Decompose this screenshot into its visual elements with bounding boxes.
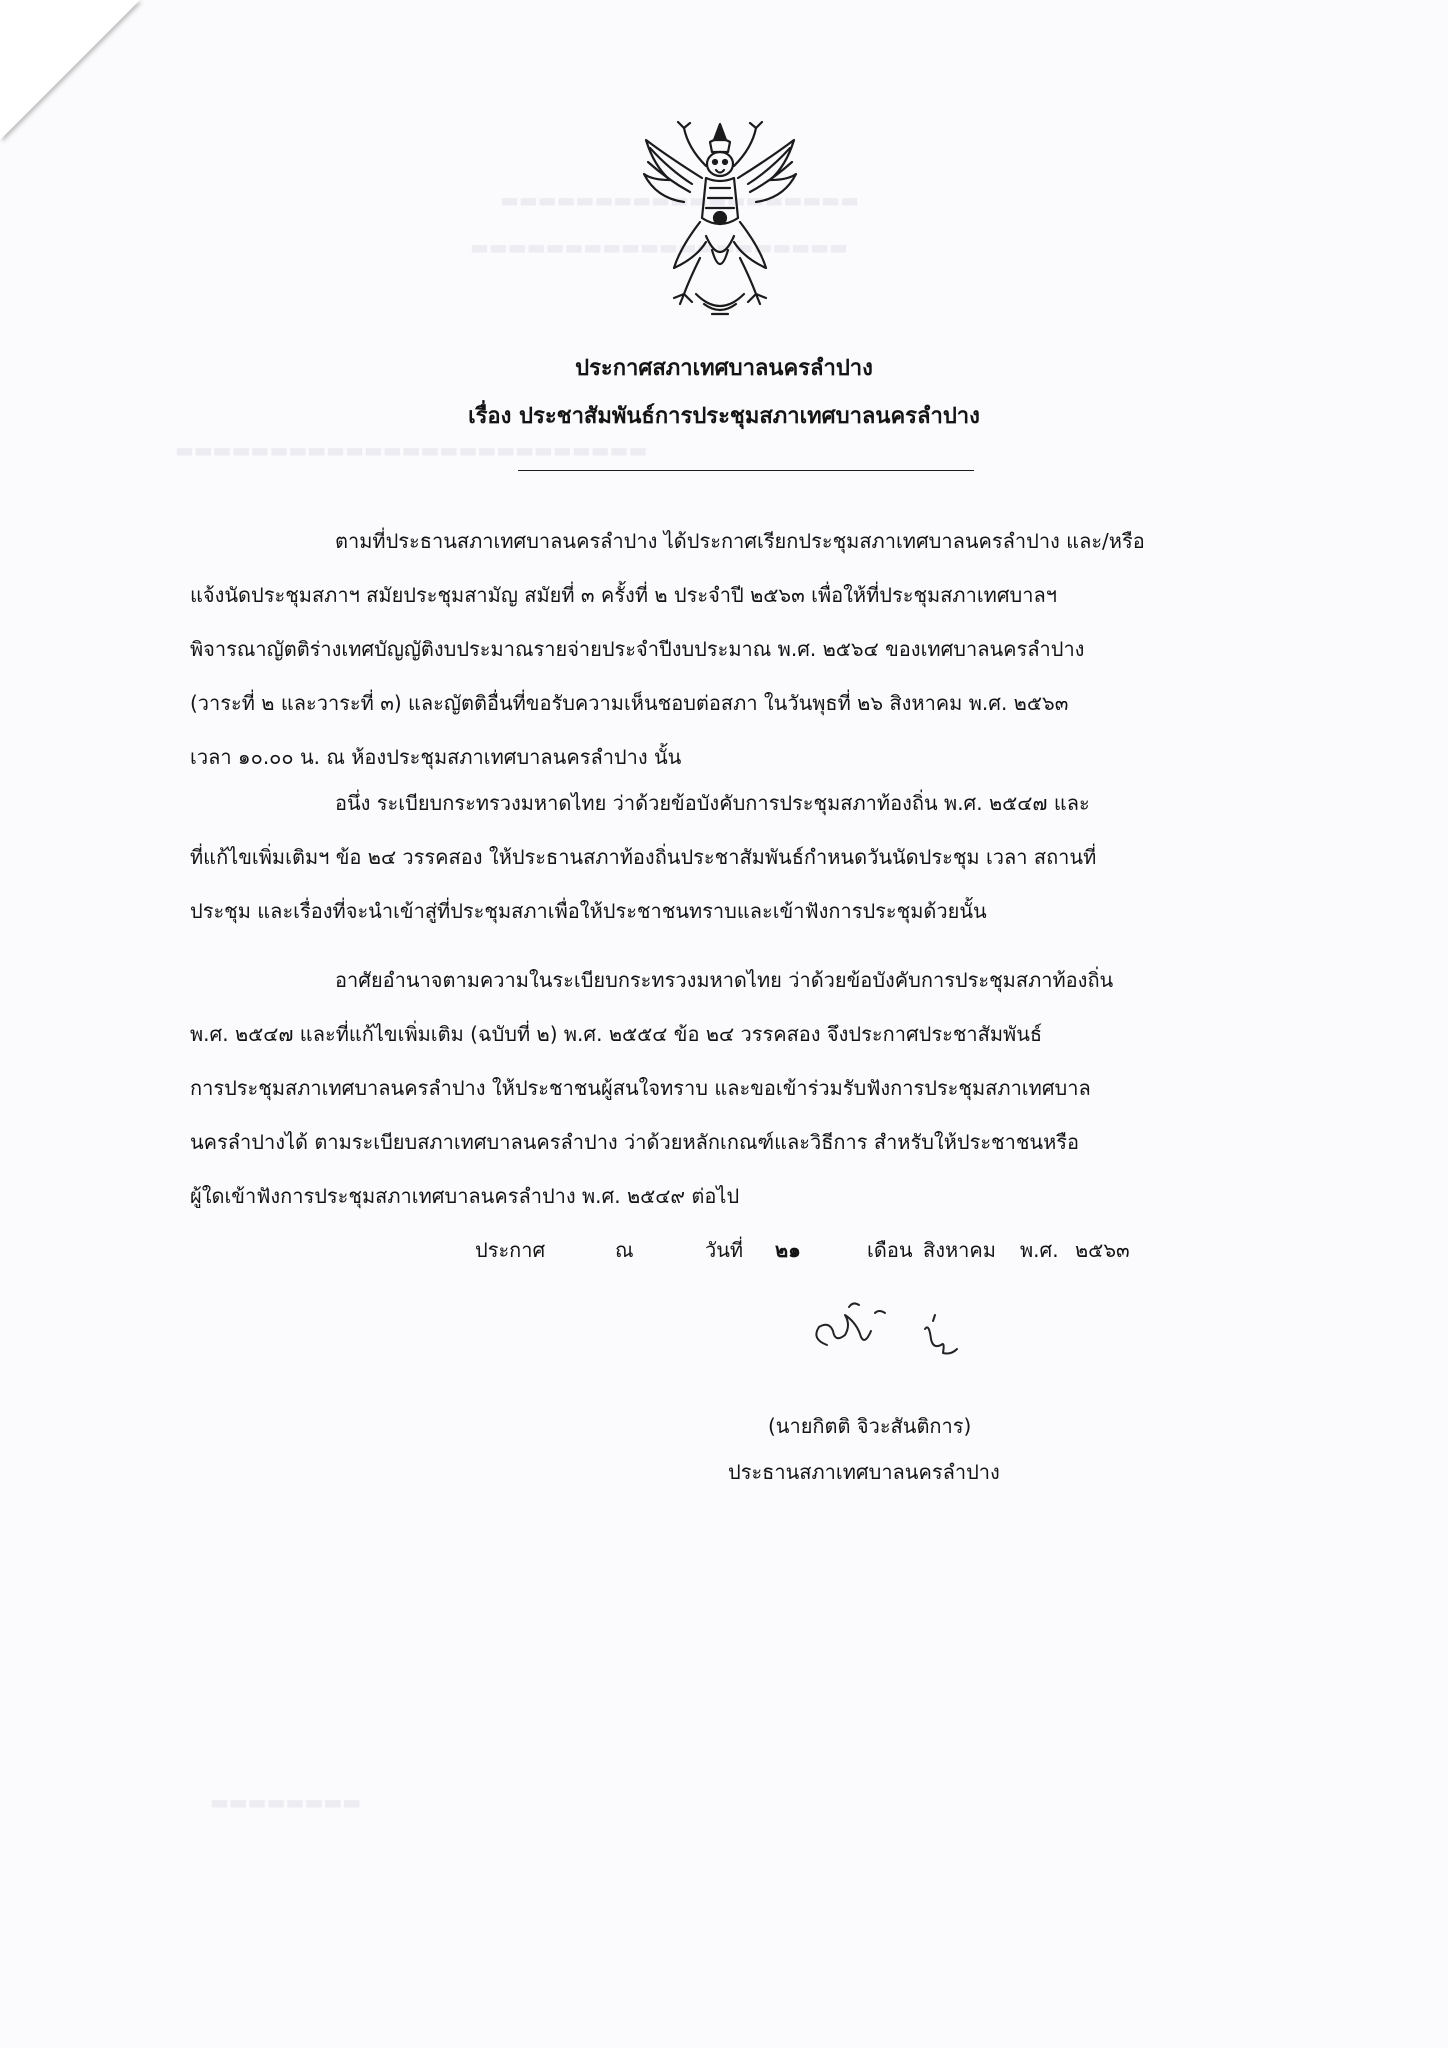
month-label: เดือน (867, 1238, 913, 1262)
signer-name: (นายกิตติ จิวะสันติการ) (768, 1414, 972, 1438)
year-label: พ.ศ. (1020, 1238, 1059, 1262)
bleed-through: ▬▬▬▬▬▬▬▬ (210, 1790, 362, 1814)
announced-label: ประกาศ (475, 1238, 546, 1262)
paragraph-line: แจ้งนัดประชุมสภาฯ สมัยประชุมสามัญ สมัยที่ ๓ ครั้งที่ ๒ ประจำปี ๒๕๖๓ เพื่อให้ที่ประชุมสภาเทศบาลฯ (190, 583, 1057, 607)
paragraph-line: (วาระที่ ๒ และวาระที่ ๓) และญัตติอื่นที่ขอรับความเห็นชอบต่อสภา ในวันพุธที่ ๒๖ สิงหาคม พ.ศ. ๒๕๖๓ (190, 691, 1069, 715)
folded-corner (0, 0, 140, 140)
paragraph-line: นครลำปางได้ ตามระเบียบสภาเทศบาลนครลำปาง ว่าด้วยหลักเกณฑ์และวิธีการ สำหรับให้ประชาชนหรือ (190, 1130, 1080, 1154)
paragraph-line: ประชุม และเรื่องที่จะนำเข้าสู่ที่ประชุมสภาเพื่อให้ประชาชนทราบและเข้าฟังการประชุมด้วยนั้น (190, 899, 987, 923)
month-value: สิงหาคม (923, 1238, 996, 1262)
paragraph-line: การประชุมสภาเทศบาลนครลำปาง ให้ประชาชนผู้สนใจทราบ และขอเข้าร่วมรับฟังการประชุมสภาเทศบาล (190, 1076, 1091, 1100)
paragraph-2 (190, 776, 1300, 938)
paragraph-line: พิจารณาญัตติร่างเทศบัญญัติงบประมาณรายจ่ายประจำปีงบประมาณ พ.ศ. ๒๕๖๔ ของเทศบาลนครลำปาง (190, 637, 1085, 661)
bleed-through: ▬▬▬▬▬▬▬▬▬▬▬▬▬▬▬▬▬▬▬▬ (470, 235, 848, 259)
paragraph-3 (190, 953, 1300, 1223)
paragraph-1 (190, 514, 1300, 784)
day-value: ๒๑ (775, 1238, 801, 1262)
paragraph-line: ผู้ใดเข้าฟังการประชุมสภาเทศบาลนครลำปาง พ.ศ. ๒๕๔๙ ต่อไป (190, 1184, 740, 1208)
paragraph-line: พ.ศ. ๒๕๔๗ และที่แก้ไขเพิ่มเติม (ฉบับที่ ๒) พ.ศ. ๒๕๕๔ ข้อ ๒๔ วรรคสอง จึงประกาศประชาสัมพันธ์ (190, 1022, 1043, 1046)
paragraph-line: ตามที่ประธานสภาเทศบาลนครลำปาง ได้ประกาศเรียกประชุมสภาเทศบาลนครลำปาง และ/หรือ (335, 529, 1145, 553)
title-underline (518, 470, 974, 471)
paragraph-line: อาศัยอำนาจตามความในระเบียบกระทรวงมหาดไทย ว่าด้วยข้อบังคับการประชุมสภาท้องถิ่น (335, 968, 1114, 992)
signer-position: ประธานสภาเทศบาลนครลำปาง (728, 1460, 1000, 1484)
paragraph-line: ที่แก้ไขเพิ่มเติมฯ ข้อ ๒๔ วรรคสอง ให้ประธานสภาท้องถิ่นประชาสัมพันธ์กำหนดวันนัดประชุม เวลา สถานที่ (190, 845, 1097, 869)
handwritten-signature (805, 1295, 985, 1375)
day-label: วันที่ (705, 1238, 744, 1262)
bleed-through: ▬▬▬▬▬▬▬▬▬▬▬▬▬▬▬▬▬▬▬▬▬▬▬▬▬ (175, 438, 648, 462)
year-value: ๒๕๖๓ (1075, 1238, 1130, 1262)
announcement-subject: เรื่อง ประชาสัมพันธ์การประชุมสภาเทศบาลนครลำปาง (468, 404, 980, 429)
at-label: ณ (615, 1238, 634, 1262)
paragraph-line: อนึ่ง ระเบียบกระทรวงมหาดไทย ว่าด้วยข้อบังคับการประชุมสภาท้องถิ่น พ.ศ. ๒๕๔๗ และ (335, 791, 1090, 815)
paragraph-line: เวลา ๑๐.๐๐ น. ณ ห้องประชุมสภาเทศบาลนครลำปาง นั้น (190, 745, 682, 769)
garuda-emblem-icon (640, 118, 800, 323)
bleed-through: ▬▬▬▬▬▬▬▬▬▬▬▬▬▬▬▬▬▬▬ (500, 188, 860, 212)
announcement-title: ประกาศสภาเทศบาลนครลำปาง (575, 356, 873, 381)
